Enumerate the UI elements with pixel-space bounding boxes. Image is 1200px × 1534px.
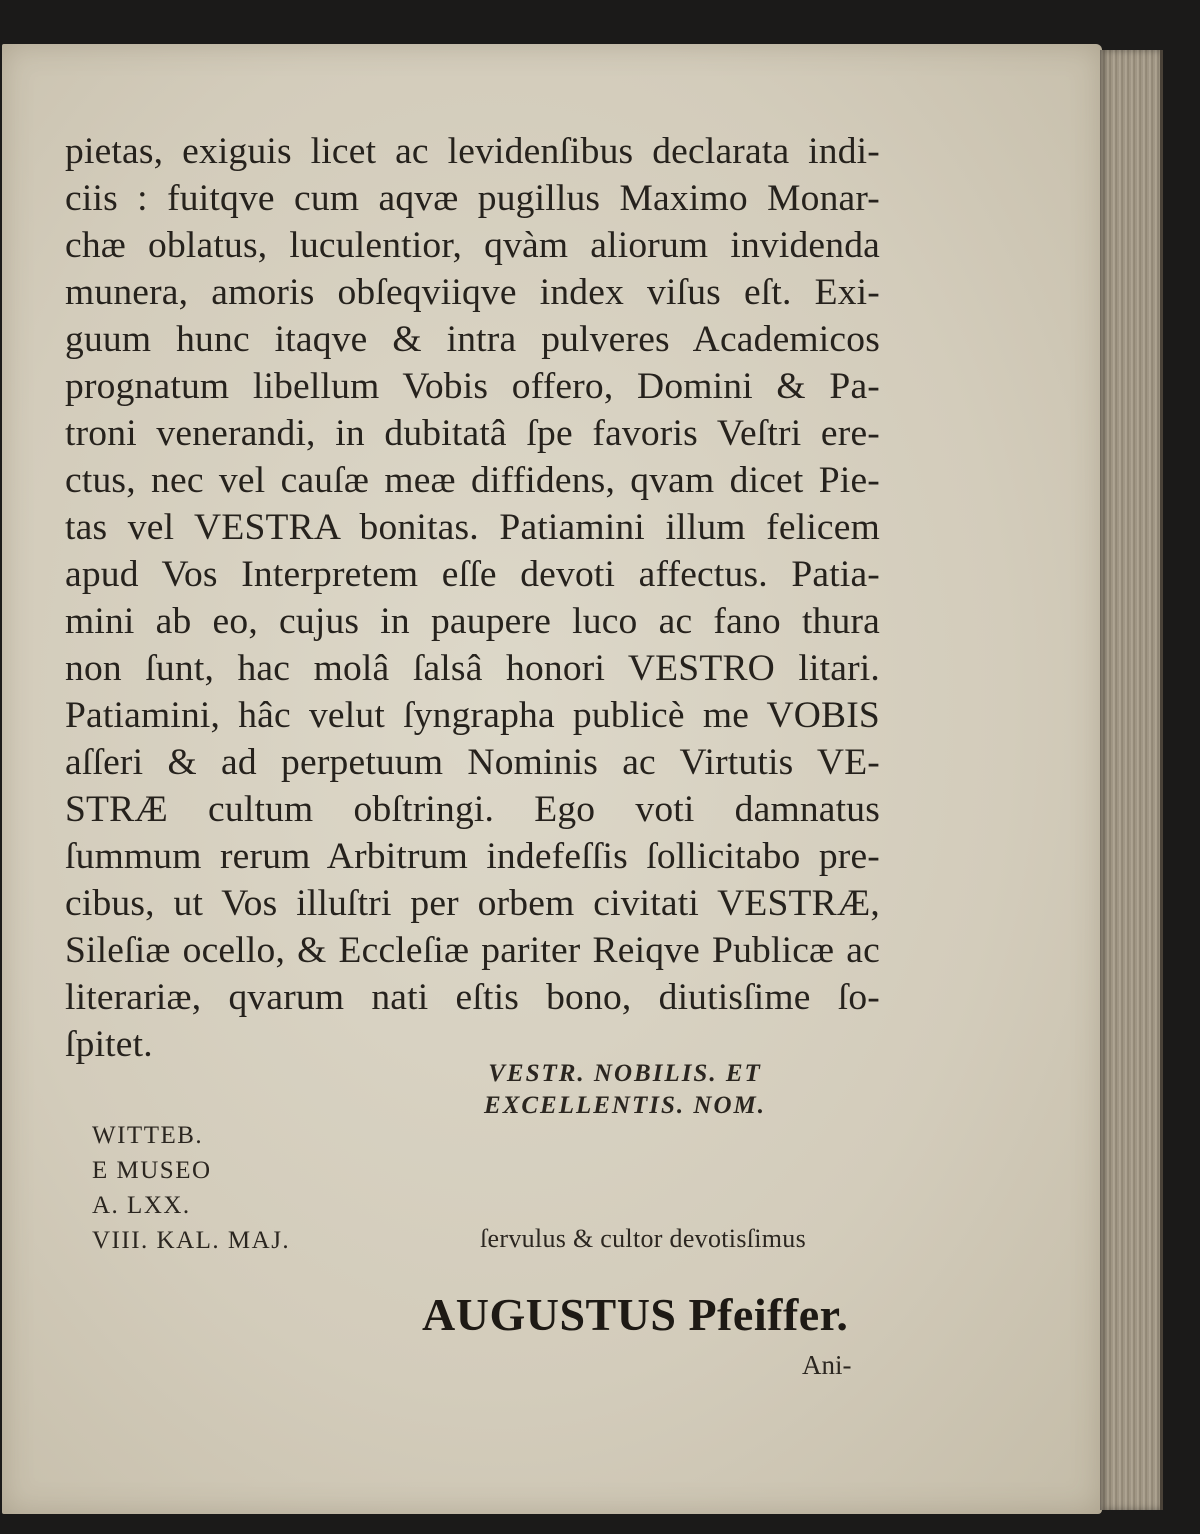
text-line: prognatum libellum Vobis offero, Domini & Pa-: [65, 366, 880, 407]
salutation-line: EXCELLENTIS. NOM.: [484, 1092, 766, 1119]
text-line: chæ oblatus, luculentior, qvàm aliorum invidenda: [65, 225, 880, 266]
text-line: ſpitet.: [65, 1024, 153, 1065]
text-line: Sileſiæ ocello, & Eccleſiæ pariter Reiqve Publicæ ac: [65, 930, 880, 971]
text-line: non ſunt, hac molâ ſalsâ honori VESTRO litari.: [65, 648, 880, 689]
text-line: ciis : fuitqve cum aqvæ pugillus Maximo Monar-: [65, 178, 880, 219]
text-line: Patiamini, hâc velut ſyngrapha publicè me VOBIS: [65, 695, 880, 736]
place-date-block: [92, 1118, 290, 1258]
text-line: pietas, exiguis licet ac levidenſibus declarata indi-: [65, 131, 880, 172]
text-line: troni venerandi, in dubitatâ ſpe favoris Veſtri ere-: [65, 413, 880, 454]
text-line: guum hunc itaqve & intra pulveres Academicos: [65, 319, 880, 360]
text-line: aſſeri & ad perpetuum Nominis ac Virtutis VE-: [65, 742, 880, 783]
text-line: tas vel VESTRA bonitas. Patiamini illum felicem: [65, 507, 880, 548]
text-line: literariæ, qvarum nati eſtis bono, diutisſime ſo-: [65, 977, 880, 1018]
catchword: Ani-: [802, 1350, 852, 1380]
servant-line: ſervulus & cultor devotisſimus: [480, 1224, 807, 1253]
text-line: mini ab eo, cujus in paupere luco ac fano thura: [65, 601, 880, 642]
place-date-line: WITTEB.: [92, 1122, 204, 1149]
salutation: [395, 1058, 855, 1122]
text-line: apud Vos Interpretem eſſe devoti affectus. Patia-: [65, 554, 880, 595]
text-line: ſummum rerum Arbitrum indefeſſis ſollicitabo pre-: [65, 836, 880, 877]
page-fore-edge: [1100, 50, 1163, 1510]
place-date-line: A. LXX.: [92, 1192, 191, 1219]
dedication-text: [65, 128, 880, 1068]
salutation-line: VESTR. NOBILIS. ET: [488, 1060, 762, 1087]
text-line: ctus, nec vel cauſæ meæ diffidens, qvam dicet Pie-: [65, 460, 880, 501]
author-signature: AUGUSTUS Pfeiffer.: [422, 1289, 849, 1340]
text-line: munera, amoris obſeqviiqve index viſus eſt. Exi-: [65, 272, 880, 313]
text-line: cibus, ut Vos illuſtri per orbem civitati VESTRÆ,: [65, 883, 880, 924]
place-date-line: E MUSEO: [92, 1157, 212, 1184]
place-date-line: VIII. KAL. MAJ.: [92, 1227, 291, 1254]
text-line: STRÆ cultum obſtringi. Ego voti damnatus: [65, 789, 880, 830]
